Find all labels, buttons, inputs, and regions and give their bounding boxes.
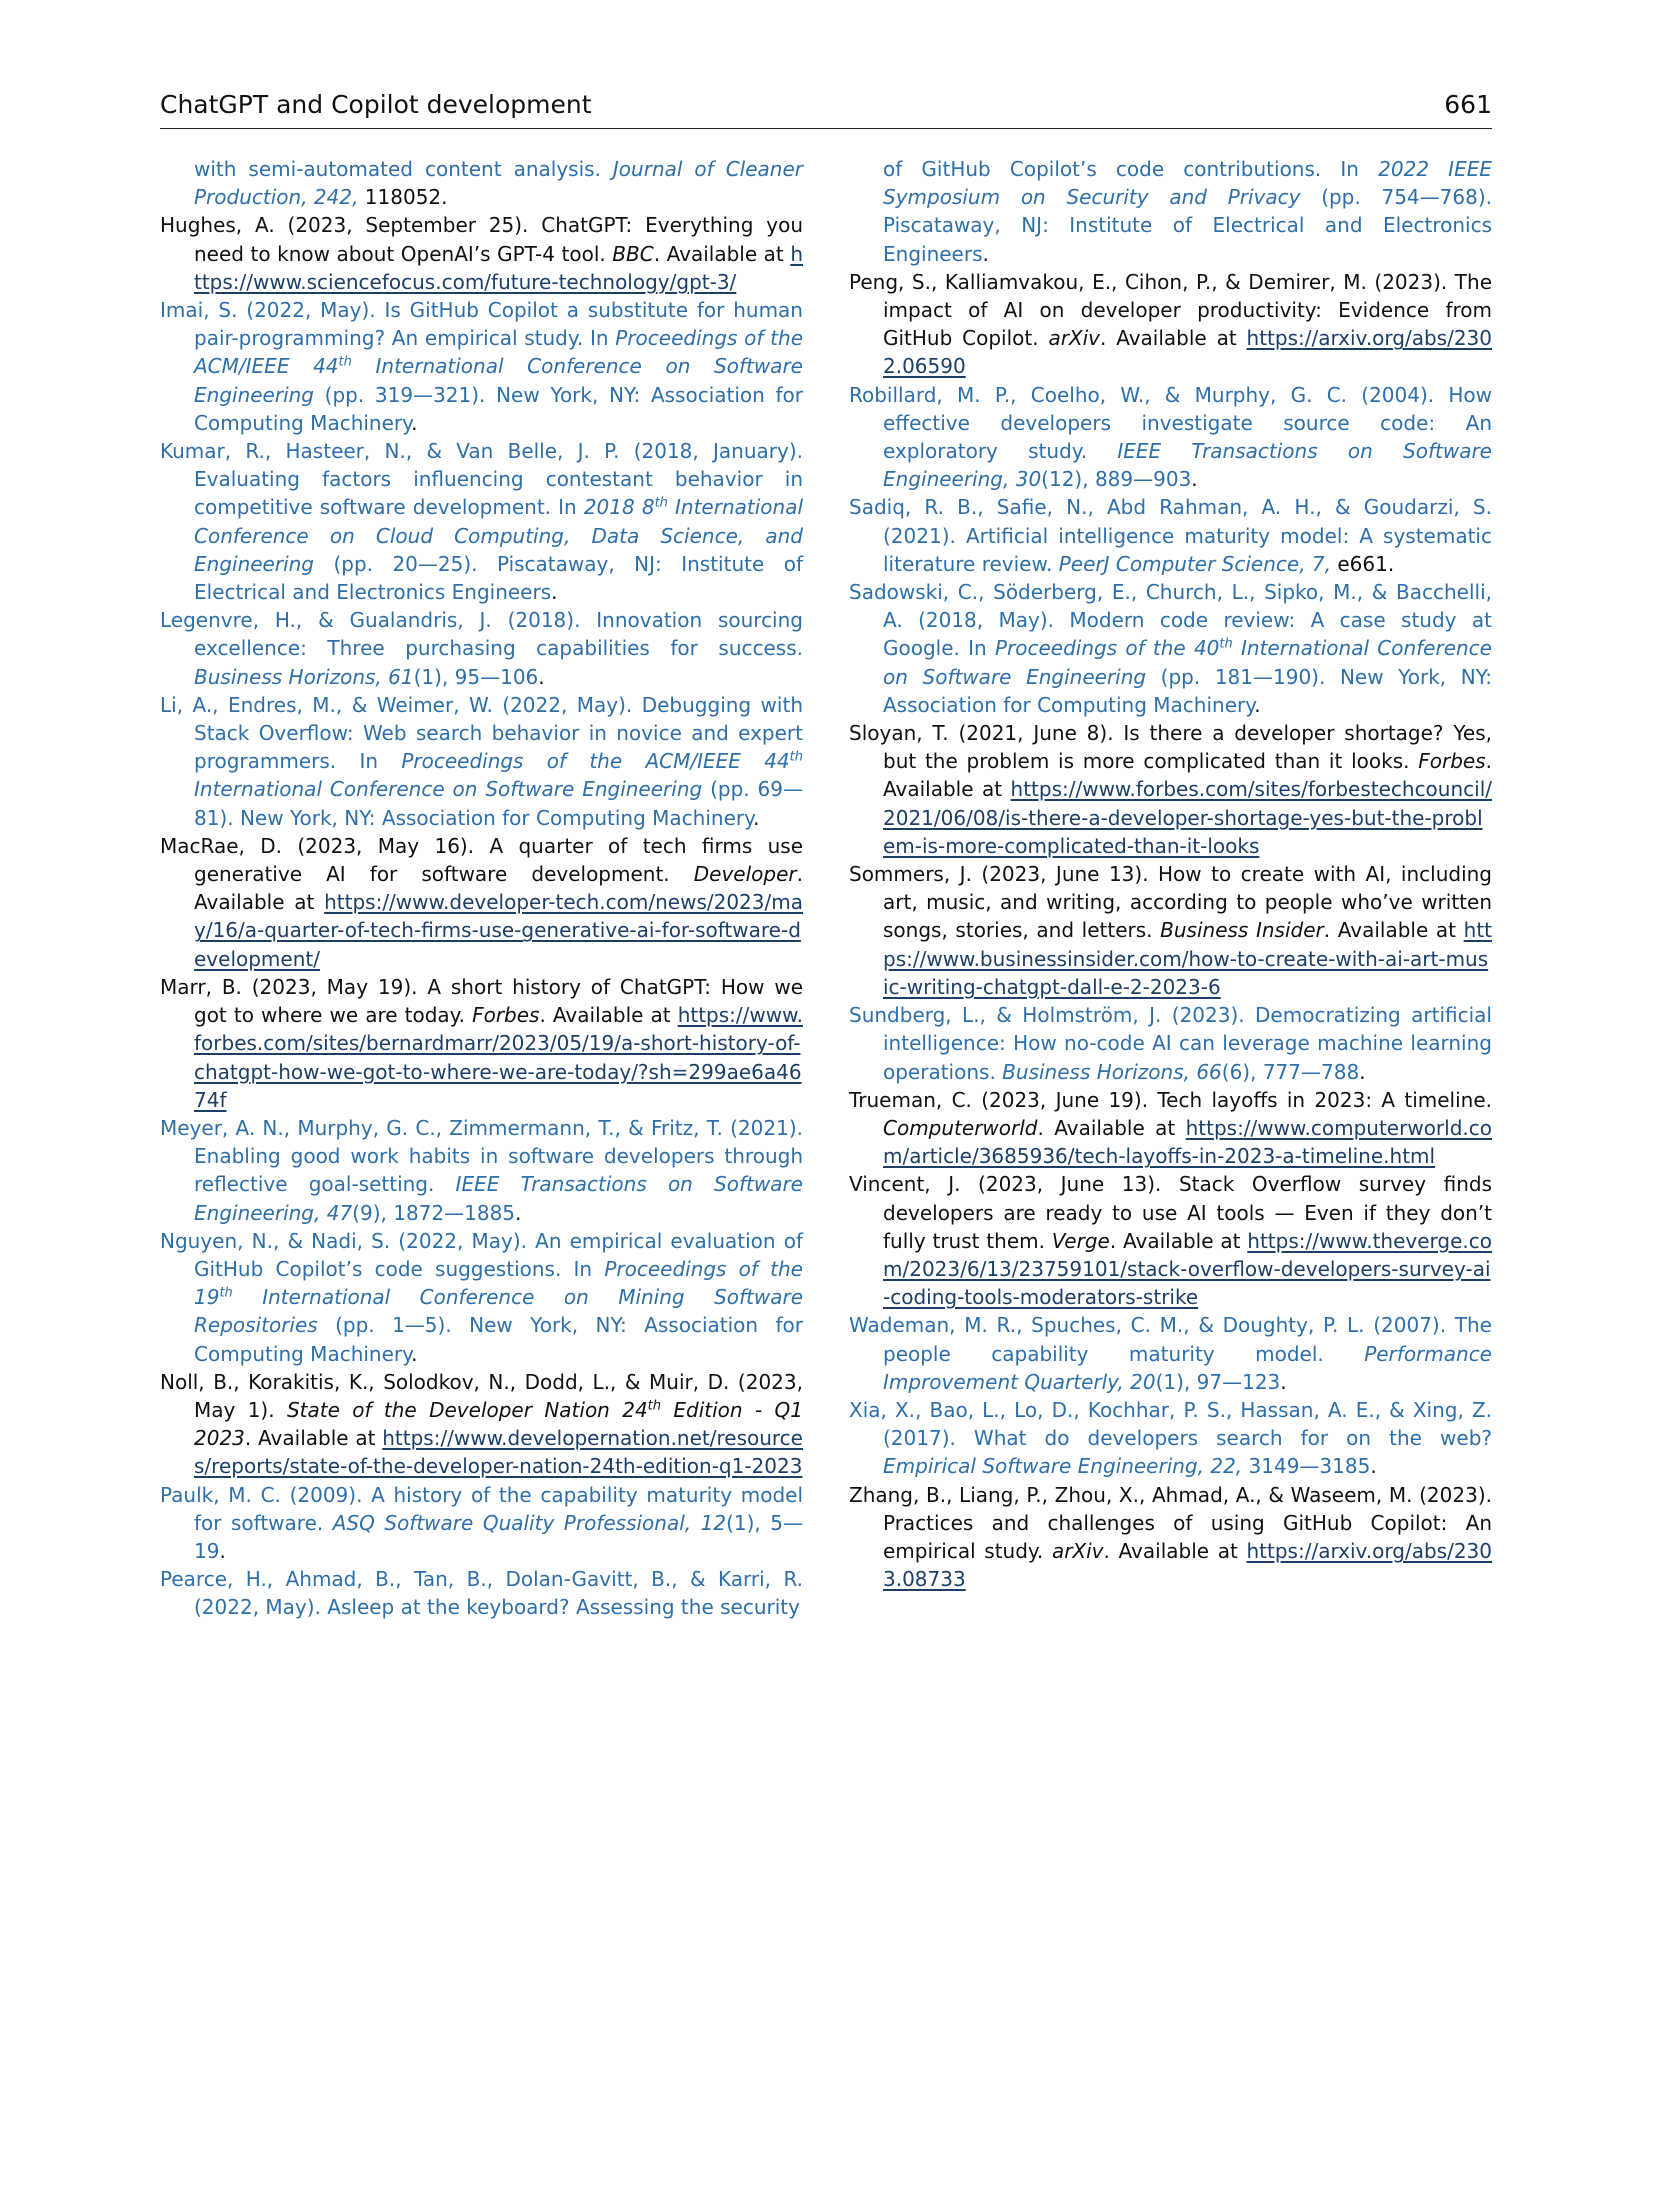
reference-source-title: Edition - Q1 2023 — [194, 1397, 803, 1451]
reference-entry[interactable] — [849, 1311, 1492, 1396]
reference-text: Pearce, H., Ahmad, B., Tan, B., Dolan-Gavitt, B., & Karri, R. (2022, May). Asleep at the keyboard? Assessing the security — [160, 1567, 803, 1620]
reference-entry — [849, 719, 1492, 860]
references-right-column — [849, 155, 1492, 1593]
reference-source-title: arXiv — [1048, 326, 1101, 351]
page-number: 661 — [1444, 90, 1492, 119]
reference-source-title: Business Horizons, 61 — [194, 664, 414, 689]
reference-source-title: Performance Improvement Quarterly, 20 — [883, 1341, 1492, 1394]
reference-entry[interactable] — [160, 1114, 803, 1227]
reference-source-title: Proceedings of the 19 — [194, 1256, 803, 1310]
reference-text: Kumar, R., Hasteer, N., & Van Belle, J. P. (2018, January). Evaluating factors influencing contestant behavior in competitive software development. In — [160, 439, 803, 520]
reference-entry[interactable] — [849, 155, 1492, 268]
reference-text: . — [1280, 1369, 1287, 1394]
reference-text: . — [441, 185, 448, 210]
reference-text: . Available at — [1323, 918, 1464, 943]
reference-text: Wademan, M. R., Spuches, C. M., & Doughty, P. L. (2007). The people capability maturity model. — [849, 1313, 1492, 1366]
references-left-column — [160, 155, 803, 1622]
reference-source-title: arXiv — [1051, 1538, 1104, 1563]
reference-entry[interactable] — [160, 691, 803, 832]
reference-source-title: International Conference on Software Engineering — [194, 354, 803, 407]
reference-text: . — [411, 1341, 418, 1366]
reference-text: . — [515, 1200, 522, 1225]
reference-entry[interactable] — [160, 606, 803, 691]
reference-entry — [160, 1368, 803, 1481]
reference-source-title: State of the Developer Nation 24 — [286, 1397, 648, 1422]
reference-url-link[interactable]: https://arxiv.org/abs/2302.06590 — [883, 326, 1493, 379]
reference-source-title: PeerJ Computer Science, 7, — [1058, 551, 1331, 576]
reference-entry[interactable] — [160, 1481, 803, 1566]
reference-text: Paulk, M. C. (2009). A history of the capability maturity model for software. — [160, 1482, 803, 1535]
reference-entry[interactable] — [849, 1396, 1492, 1481]
reference-source-title: Verge — [1051, 1228, 1110, 1253]
reference-text: . Available at — [1103, 1538, 1247, 1563]
reference-text: . — [1359, 1059, 1366, 1084]
reference-entry[interactable] — [849, 493, 1492, 578]
reference-source-title: Forbes — [472, 1003, 540, 1028]
reference-text: Legenvre, H., & Gualandris, J. (2018). Innovation sourcing excellence: Three purchasing capabilities for success. — [160, 608, 803, 661]
reference-entry[interactable] — [849, 381, 1492, 494]
reference-text: Noll, B., Korakitis, K., Solodkov, N., Dodd, L., & Muir, D. (2023, May 1). — [160, 1369, 803, 1422]
ordinal-superscript: th — [338, 354, 352, 370]
reference-text: (pp. 20—25). Piscataway, NJ: Institute of Electrical and Electronics Engineers — [194, 551, 803, 605]
reference-text: Sadowski, C., Söderberg, E., Church, L., Sipko, M., & Bacchelli, A. (2018, May). Modern code review: A case study at Google. In — [849, 580, 1492, 661]
reference-text: Marr, B. (2023, May 19). A short history of ChatGPT: How we got to where we are today. — [160, 974, 803, 1028]
ordinal-superscript: th — [647, 1398, 662, 1414]
reference-text: . — [982, 241, 989, 266]
reference-entry — [849, 860, 1492, 1001]
reference-source-title: Business Insider — [1160, 918, 1324, 943]
reference-source-title: Developer — [693, 862, 797, 887]
reference-source-title: BBC — [612, 241, 654, 266]
reference-entry[interactable] — [160, 296, 803, 437]
reference-text: . Available at — [1037, 1115, 1186, 1140]
reference-text: . — [551, 580, 558, 605]
reference-source-title: ASQ Software Quality Professional, 12 — [332, 1510, 727, 1535]
reference-entry — [160, 211, 803, 296]
reference-entry — [160, 832, 803, 973]
reference-text: 118052 — [358, 185, 442, 210]
reference-text: Imai, S. (2022, May). Is GitHub Copilot a substitute for human pair-programming? An empirical study. In — [160, 298, 803, 351]
reference-text: . Available at — [244, 1426, 383, 1451]
reference-url-link[interactable]: https://www.developer-tech.com/news/2023/may/16/a-quarter-of-tech-firms-use-generative-ai-for-software-development/ — [194, 890, 803, 971]
reference-text: . Available at — [539, 1003, 678, 1028]
reference-text: Sadiq, R. B., Safie, N., Abd Rahman, A. H., & Goudarzi, S. (2021). Artificial intelligence maturity model: A systematic literature review. — [849, 495, 1492, 576]
reference-text: Hughes, A. (2023, September 25). ChatGPT: Everything you need to know about OpenAI’s GPT-4 tool. — [160, 213, 803, 266]
reference-text: (6), 777—788 — [1221, 1059, 1360, 1084]
reference-text: . Available at — [1100, 326, 1247, 351]
reference-source-title: Computerworld — [883, 1115, 1038, 1140]
reference-text: (pp. 1—5). New York, NY: Association for Computing Machinery — [194, 1313, 803, 1366]
reference-source-title: Proceedings of the ACM/IEEE 44 — [194, 326, 803, 379]
reference-entry[interactable] — [849, 578, 1492, 719]
reference-source-title: Proceedings of the 40 — [994, 636, 1220, 661]
reference-entry — [849, 1086, 1492, 1171]
reference-text: Zhang, B., Liang, P., Zhou, X., Ahmad, A., & Waseem, M. (2023). Practices and challenges of using GitHub Copilot: An empirical study. — [849, 1482, 1492, 1563]
reference-text: Vincent, J. (2023, June 13). Stack Overflow survey finds developers are ready to use AI tools — Even if they don’t fully trust them. — [849, 1172, 1492, 1253]
reference-text: . Available at — [883, 749, 1492, 802]
reference-text: (pp. 69—81). New York, NY: Association for Computing Machinery — [194, 777, 804, 830]
reference-text: Li, A., Endres, M., & Weimer, W. (2022, May). Debugging with Stack Overflow: Web search behavior in novice and expert programmers. In — [160, 692, 803, 774]
reference-text: . — [219, 1538, 226, 1563]
reference-text: with semi-automated content analysis. — [194, 157, 613, 181]
reference-text: . — [1387, 551, 1395, 576]
ordinal-superscript: th — [789, 749, 803, 765]
reference-text: Meyer, A. N., Murphy, G. C., Zimmermann, T., & Fritz, T. (2021). Enabling good work habits in software developers through reflective goal-setting. — [160, 1115, 803, 1197]
reference-entry[interactable] — [160, 437, 803, 606]
ordinal-superscript: th — [1219, 636, 1233, 652]
reference-text: Nguyen, N., & Nadi, S. (2022, May). An empirical evaluation of GitHub Copilot’s code suggestions. In — [160, 1228, 803, 1281]
reference-entry — [849, 1170, 1492, 1311]
reference-source-title: International Conference on Mining Software Repositories — [194, 1285, 803, 1338]
reference-url-link[interactable]: https://www.theverge.com/2023/6/13/23759101/stack-overflow-developers-survey-ai-coding-tools-moderators-strike — [883, 1228, 1492, 1310]
reference-source-title: Journal of Cleaner Production, 242, — [194, 157, 803, 210]
reference-text: (1), 95—106 — [413, 664, 539, 689]
reference-entry[interactable] — [160, 1227, 803, 1368]
reference-url-link[interactable]: https://www.businessinsider.com/how-to-create-with-ai-art-music-writing-chatgpt-dall-e-2-2023-6 — [883, 918, 1492, 999]
reference-url-link[interactable]: https://www.developernation.net/resources/reports/state-of-the-developer-nation-24th-edition-q1-2023 — [194, 1426, 803, 1479]
reference-text: Peng, S., Kalliamvakou, E., Cihon, P., & Demirer, M. (2023). The impact of AI on developer productivity: Evidence from GitHub Copilot. — [849, 269, 1492, 351]
reference-url-link[interactable]: https://www.forbes.com/sites/forbestechcouncil/2021/06/08/is-there-a-developer-shortage-yes-but-the-problem-is-more-complicated-than-it-looks — [883, 777, 1492, 858]
reference-url-link[interactable]: https://arxiv.org/abs/2303.08733 — [883, 1538, 1492, 1592]
reference-text: MacRae, D. (2023, May 16). A quarter of tech firms use generative AI for software development. — [160, 833, 803, 887]
reference-text: (9), 1872—1885 — [352, 1200, 516, 1225]
reference-source-title: International Conference on Cloud Computing, Data Science, and Engineering — [194, 495, 804, 576]
reference-text: e661 — [1331, 551, 1388, 576]
reference-text: . Available at — [653, 241, 791, 266]
reference-source-title: 2022 IEEE Symposium on Security and Privacy — [883, 157, 1492, 210]
reference-text: (pp. 754—768). Piscataway, NJ: Institute of Electrical and Electronics Engineers — [883, 185, 1492, 266]
running-title: ChatGPT and Copilot development — [160, 90, 592, 119]
reference-source-title: 2018 8 — [583, 495, 655, 520]
reference-url-link[interactable]: https://www.sciencefocus.com/future-technology/gpt-3/ — [194, 241, 803, 294]
reference-text: Sommers, J. (2023, June 13). How to create with AI, including art, music, and writing, according to people who’ve written songs, stories, and letters. — [849, 862, 1492, 943]
reference-text: . — [753, 805, 760, 830]
reference-entry[interactable] — [160, 1565, 803, 1621]
reference-text: . — [1254, 692, 1261, 717]
ordinal-superscript: th — [654, 495, 668, 511]
reference-text: Sundberg, L., & Holmström, J. (2023). Democratizing artificial intelligence: How no-code AI can leverage machine learning operations. — [849, 1003, 1492, 1084]
reference-text: Xia, X., Bao, L., Lo, D., Kochhar, P. S., Hassan, A. E., & Xing, Z. (2017). What do developers search for on the web? — [849, 1397, 1492, 1451]
reference-source-title: Empirical Software Engineering, 22, — [883, 1454, 1243, 1479]
reference-text: Robillard, M. P., Coelho, W., & Murphy, G. C. (2004). How effective developers investigate source code: An exploratory study. — [849, 382, 1492, 464]
reference-text: 3149—3185 — [1242, 1454, 1371, 1479]
reference-entry — [160, 973, 803, 1114]
reference-text: Sloyan, T. (2021, June 8). Is there a developer shortage? Yes, but the problem is more complicated than it looks. — [849, 721, 1492, 774]
reference-text: . — [538, 664, 545, 689]
reference-text: (pp. 319—321). New York, NY: Association for Computing Machinery — [194, 382, 803, 435]
reference-text: . Available at — [194, 862, 803, 915]
reference-entry — [849, 268, 1492, 381]
reference-text: (12), 889—903 — [1041, 467, 1192, 492]
reference-url-link[interactable]: https://www.forbes.com/sites/bernardmarr/2023/05/19/a-short-history-of-chatgpt-how-we-got-to-where-we-are-today/?sh=299ae6a4674f — [194, 1003, 803, 1112]
reference-source-title: International Conference on Software Engineering — [883, 636, 1492, 689]
reference-text: (pp. 181—190). New York, NY: Association for Computing Machinery — [883, 664, 1492, 717]
reference-entry[interactable] — [849, 1001, 1492, 1086]
reference-text: . — [1370, 1454, 1377, 1479]
reference-entry[interactable] — [160, 155, 803, 211]
reference-source-title: International Conference on Software Engineering — [194, 777, 703, 802]
reference-text: of GitHub Copilot’s code contributions. In — [883, 157, 1379, 181]
reference-source-title: Forbes — [1418, 749, 1486, 774]
reference-text: (1), 97—123 — [1155, 1369, 1281, 1394]
reference-text: . Available at — [1109, 1228, 1248, 1253]
reference-text: Trueman, C. (2023, June 19). Tech layoffs in 2023: A timeline. — [849, 1087, 1492, 1112]
reference-source-title: Proceedings of the ACM/IEEE 44 — [401, 749, 790, 774]
reference-source-title: IEEE Transactions on Software Engineering, 47 — [194, 1172, 803, 1225]
reference-entry — [849, 1481, 1492, 1594]
reference-source-title: IEEE Transactions on Software Engineering, 30 — [883, 439, 1492, 492]
ordinal-superscript: th — [219, 1285, 233, 1301]
reference-source-title: Business Horizons, 66 — [1002, 1059, 1222, 1084]
reference-text: . — [411, 410, 418, 435]
running-header — [160, 88, 1492, 129]
reference-text: . — [1191, 467, 1198, 492]
reference-text: (1), 5—19 — [194, 1510, 803, 1563]
reference-url-link[interactable]: https://www.computerworld.com/article/3685936/tech-layoffs-in-2023-a-timeline.html — [883, 1115, 1492, 1169]
